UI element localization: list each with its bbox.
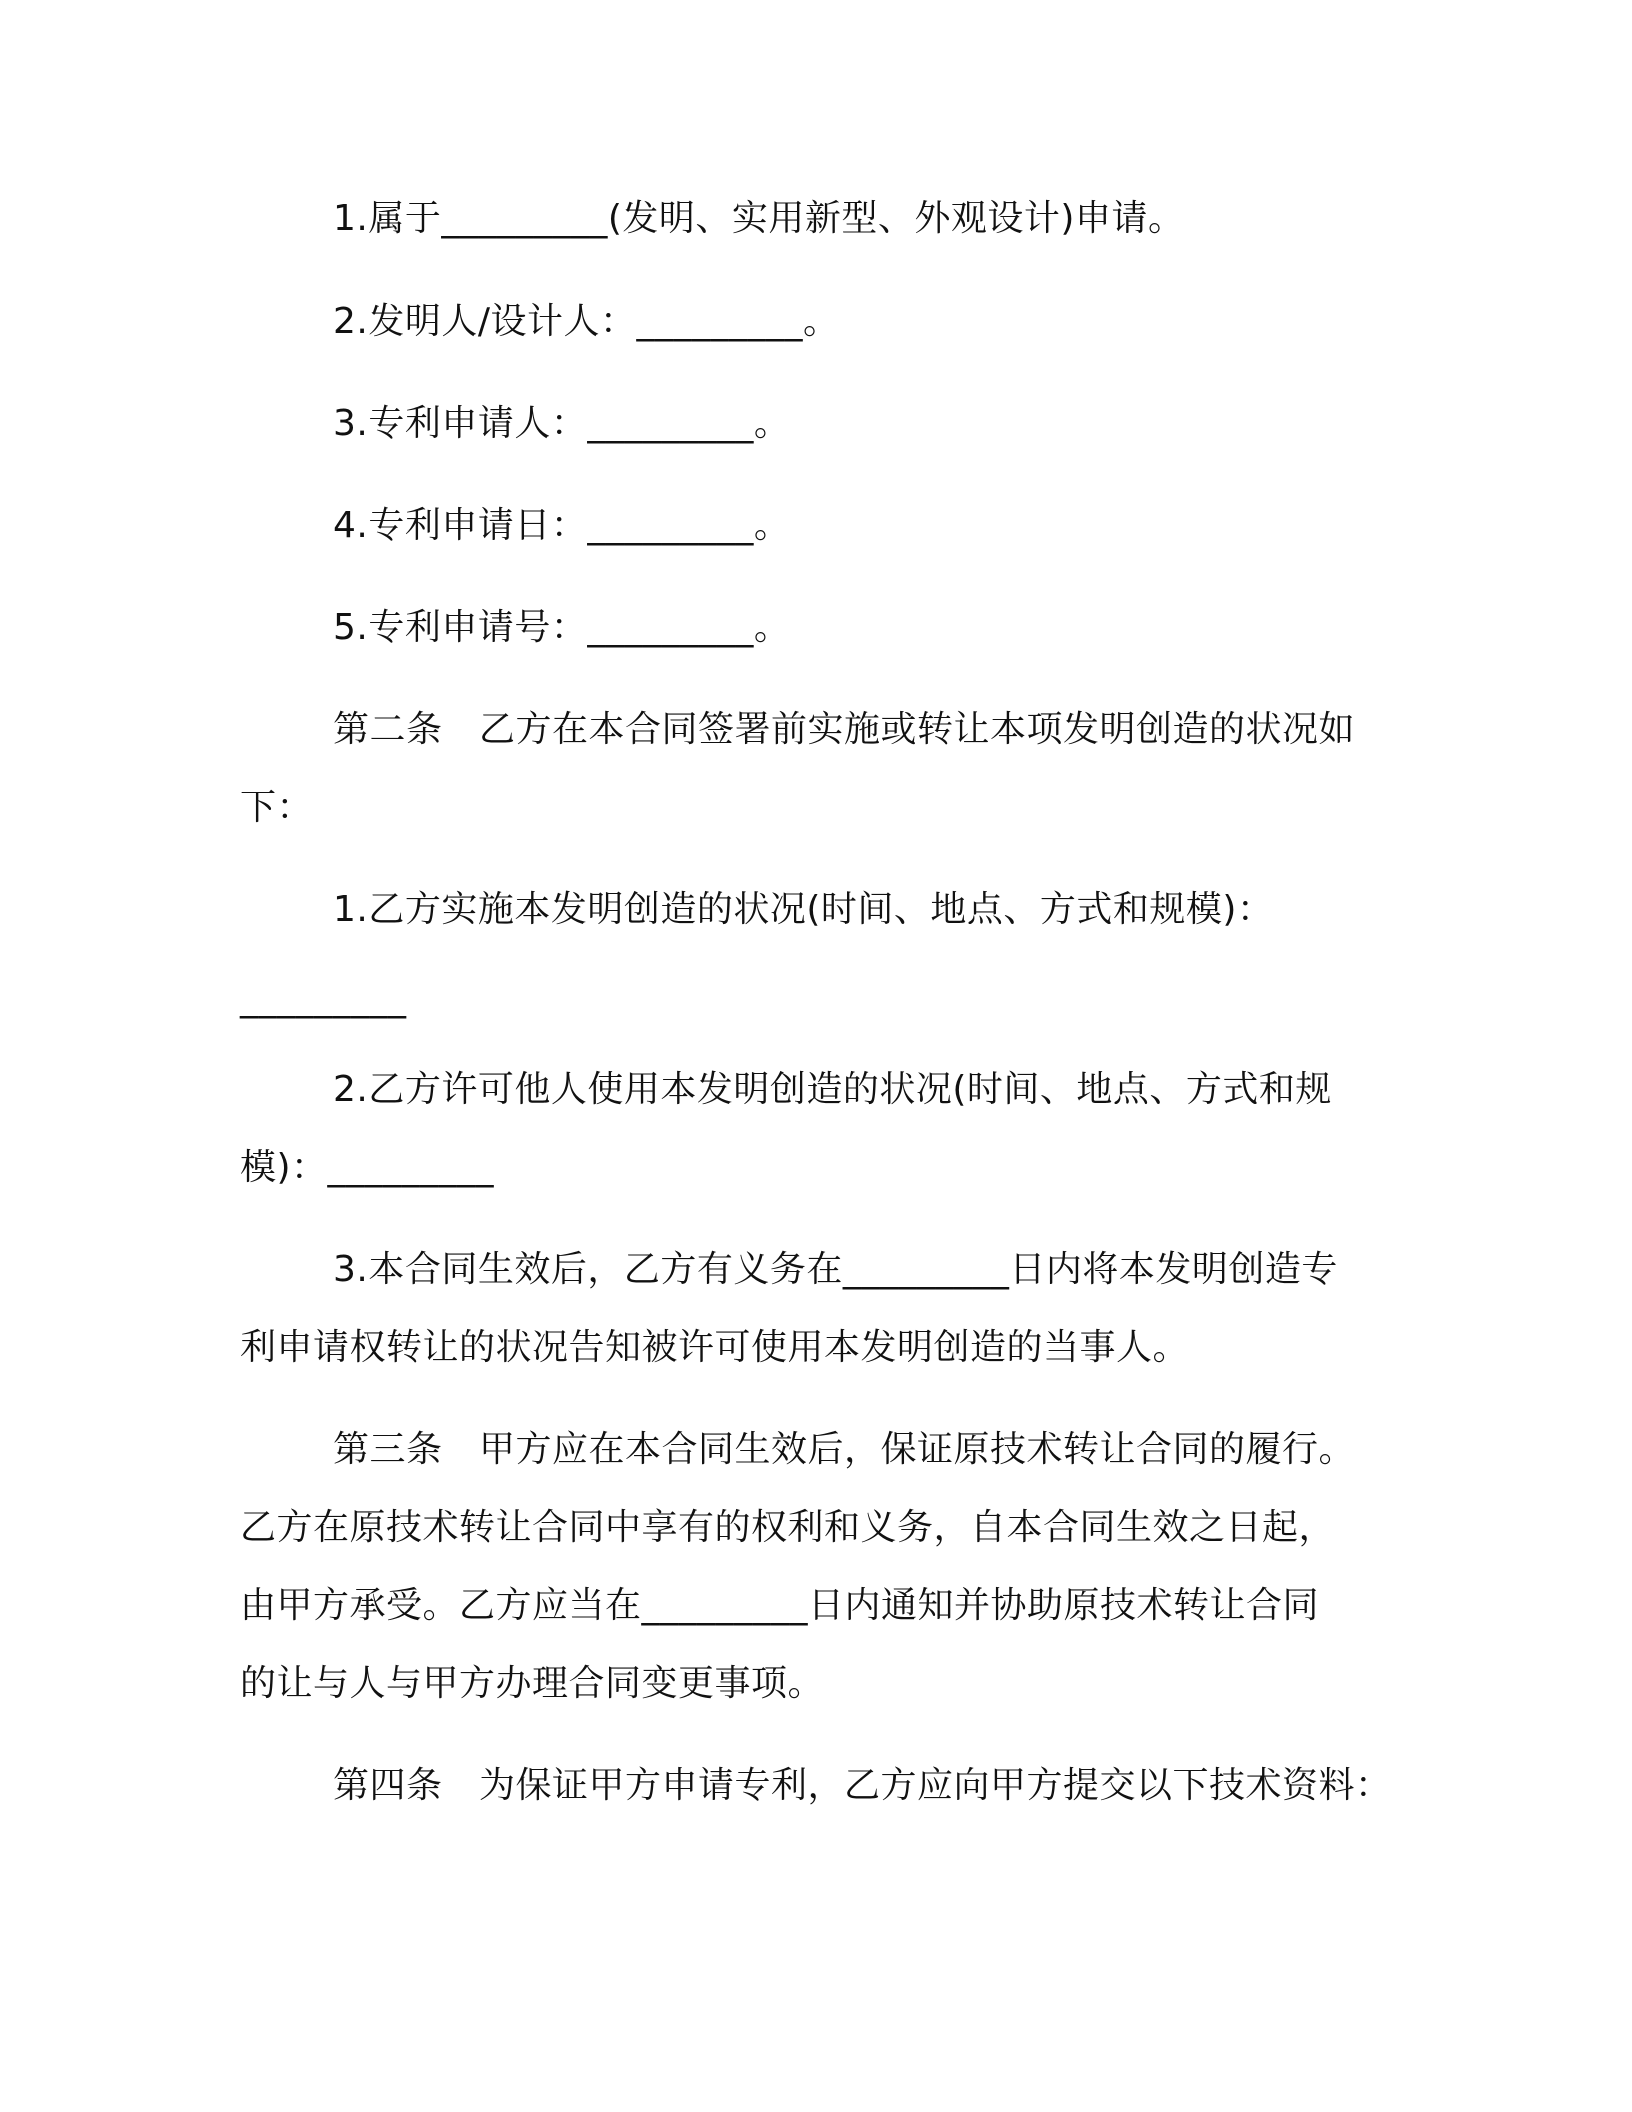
article-2-item-1-blank: _________ [240,978,407,1019]
article-2-item-2-cont: 模)：_________ [240,1147,495,1188]
article-3-line-4: 的让与人与甲方办理合同变更事项。 [240,1663,825,1704]
article-2-item-3: 3.本合同生效后，乙方有义务在_________日内将本发明创造专 [333,1249,1338,1290]
article-2-heading-cont: 下： [240,787,314,828]
item-patent-type: 1.属于_________(发明、实用新型、外观设计)申请。 [333,198,1185,239]
article-2-item-2: 2.乙方许可他人使用本发明创造的状况(时间、地点、方式和规 [333,1069,1332,1110]
article-2-item-1: 1.乙方实施本发明创造的状况(时间、地点、方式和规模)： [333,889,1274,930]
article-2-item-3-cont: 利申请权转让的状况告知被许可使用本发明创造的当事人。 [240,1327,1190,1368]
article-3-line-1: 第三条 甲方应在本合同生效后，保证原技术转让合同的履行。 [333,1429,1356,1470]
item-application-number: 5.专利申请号：_________。 [333,607,791,648]
article-3-line-3: 由甲方承受。乙方应当在_________日内通知并协助原技术转让合同 [240,1585,1320,1626]
item-applicant: 3.专利申请人：_________。 [333,403,791,444]
item-inventor: 2.发明人/设计人：_________。 [333,301,840,342]
item-application-date: 4.专利申请日：_________。 [333,505,791,546]
article-4-heading: 第四条 为保证甲方申请专利，乙方应向甲方提交以下技术资料： [333,1765,1392,1806]
article-3-line-2: 乙方在原技术转让合同中享有的权利和义务，自本合同生效之日起， [240,1507,1336,1548]
article-2-heading: 第二条 乙方在本合同签署前实施或转让本项发明创造的状况如 [333,709,1356,750]
